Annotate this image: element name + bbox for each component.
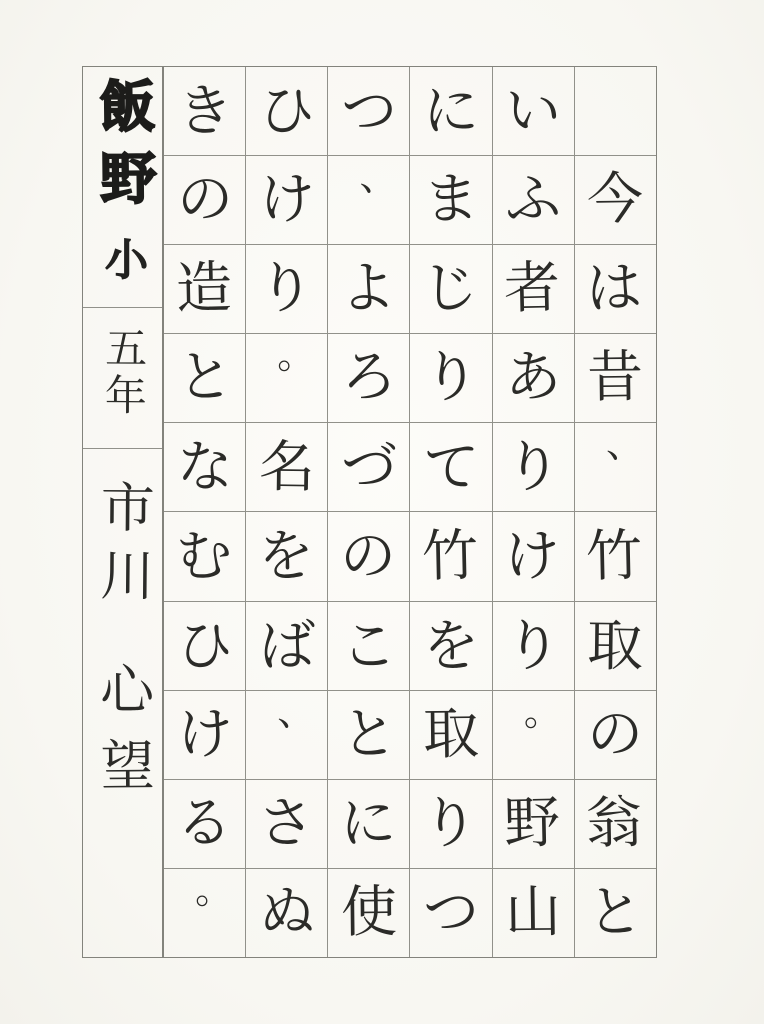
handwritten-character: 竹 (585, 522, 644, 590)
handwritten-punctuation: 。 (277, 333, 316, 378)
text-column-5 (245, 67, 327, 957)
grid-cell (164, 511, 245, 600)
handwritten-character: 造 (174, 255, 233, 322)
grid-cell (410, 690, 491, 779)
grid-cell (575, 244, 656, 333)
grid-cell (493, 868, 574, 957)
grid-cell (164, 868, 245, 957)
grid-cell (328, 690, 409, 779)
grid-cell (246, 422, 327, 511)
grid-cell (493, 67, 574, 155)
handwritten-character: ま (422, 166, 480, 233)
grid-cell (575, 868, 656, 957)
grid-cell (575, 511, 656, 600)
handwritten-character: 翁 (585, 790, 644, 857)
grid-cell (328, 868, 409, 957)
grid-cell (246, 601, 327, 690)
writer-name-column (82, 66, 163, 958)
grid-cell (410, 422, 491, 511)
handwritten-character: ふ (504, 166, 562, 233)
grid-cell (164, 422, 245, 511)
grid-cell (493, 155, 574, 244)
text-column-3 (409, 67, 491, 957)
handwritten-character: 今 (587, 166, 644, 233)
grid-cell (164, 155, 245, 244)
handwritten-character: よ (339, 255, 397, 322)
handwritten-character: り (504, 613, 562, 679)
manuscript-sheet (82, 66, 657, 958)
grid-cell (410, 601, 491, 690)
handwritten-character: 名 (258, 435, 316, 501)
grid-cell (493, 333, 574, 422)
grid-cell (575, 422, 656, 511)
handwritten-character: づ (340, 435, 398, 501)
handwritten-character: 昔 (587, 344, 644, 411)
grid-cell (410, 67, 491, 155)
grid-cell (410, 155, 491, 244)
grid-cell (493, 422, 574, 511)
handwritten-character: じ (421, 255, 479, 322)
handwritten-character: り (504, 435, 562, 501)
handwritten-character: と (340, 701, 398, 768)
handwritten-character: に (422, 78, 480, 145)
handwritten-punctuation: 、 (277, 689, 316, 734)
grid-cell (328, 333, 409, 422)
grid-cell (246, 779, 327, 868)
handwritten-character: 者 (503, 255, 561, 322)
grid-cell (328, 511, 409, 600)
grid-cell-empty (575, 67, 656, 155)
handwritten-character: け (176, 701, 233, 768)
handwritten-character: を (257, 522, 315, 590)
text-column-1 (574, 67, 656, 957)
grid-cell (328, 67, 409, 155)
name-cell-writer (83, 448, 162, 957)
handwritten-character: て (422, 435, 480, 501)
grid-cell (164, 601, 245, 690)
grid-cell (246, 868, 327, 957)
grid-cell (246, 690, 327, 779)
handwritten-punctuation: 。 (523, 689, 562, 734)
handwritten-character: き (176, 78, 233, 145)
grid-cell (493, 244, 574, 333)
grid-cell (493, 690, 574, 779)
grid-cell (575, 601, 656, 690)
name-cell-grade (83, 307, 162, 448)
handwritten-punctuation: 、 (359, 155, 398, 200)
school-name-text: 飯野 (89, 76, 157, 222)
handwritten-character: の (339, 522, 397, 590)
school-level-text: 小 (98, 237, 148, 280)
handwritten-character: ぬ (258, 879, 316, 946)
grid-cell (328, 155, 409, 244)
handwritten-character: あ (504, 344, 562, 411)
handwritten-character: 使 (340, 879, 398, 946)
handwritten-character: の (587, 701, 644, 768)
handwritten-character: ひ (258, 78, 316, 145)
grid-cell (164, 690, 245, 779)
handwritten-character: つ (422, 879, 480, 946)
grid-cell (575, 333, 656, 422)
handwritten-character: 野 (503, 790, 561, 857)
grid-cell (410, 779, 491, 868)
manuscript-grid (163, 66, 657, 958)
grid-cell (328, 422, 409, 511)
grid-cell (328, 779, 409, 868)
handwritten-punctuation: 。 (195, 867, 234, 912)
grid-cell (164, 67, 245, 155)
grid-cell (164, 333, 245, 422)
text-column-4 (327, 67, 409, 957)
grid-cell (328, 244, 409, 333)
grid-cell (410, 333, 491, 422)
grid-cell (575, 779, 656, 868)
grid-cell (410, 244, 491, 333)
handwritten-character: け (503, 522, 561, 590)
handwritten-character: り (257, 255, 315, 322)
grid-cell (246, 333, 327, 422)
handwritten-character: つ (340, 78, 398, 145)
handwritten-character: さ (257, 790, 315, 857)
grid-cell (328, 601, 409, 690)
grid-cell (410, 868, 491, 957)
grid-cell (164, 244, 245, 333)
handwritten-character: け (258, 166, 316, 233)
handwritten-character: る (174, 790, 233, 857)
grid-cell (493, 601, 574, 690)
handwritten-character: 取 (422, 701, 480, 768)
surname-text: 市川 (90, 478, 156, 616)
handwritten-character: ひ (176, 613, 233, 679)
handwritten-character: り (422, 344, 480, 411)
grid-cell (246, 155, 327, 244)
handwritten-character: 山 (504, 879, 562, 946)
grid-cell (493, 511, 574, 600)
handwritten-character: 取 (586, 613, 644, 679)
grid-cell (246, 244, 327, 333)
grid-cell (410, 511, 491, 600)
handwritten-character: い (504, 78, 562, 145)
handwritten-character: こ (340, 613, 398, 679)
grade-text: 五年 (98, 325, 148, 421)
handwritten-punctuation: 、 (605, 422, 644, 467)
handwritten-character: む (174, 522, 233, 590)
handwritten-character: 竹 (421, 522, 479, 590)
handwritten-character: な (176, 435, 233, 501)
handwritten-character: と (587, 879, 644, 946)
handwritten-character: ば (258, 613, 316, 679)
text-column-2 (492, 67, 574, 957)
given-name-text: 心望 (90, 660, 156, 814)
text-column-6 (164, 67, 245, 957)
handwritten-character: を (422, 613, 480, 679)
handwritten-character: に (339, 790, 397, 857)
grid-cell (164, 779, 245, 868)
handwritten-character: ろ (340, 344, 398, 411)
grid-cell (493, 779, 574, 868)
handwritten-character: り (421, 790, 479, 857)
grid-cell (575, 155, 656, 244)
handwritten-character: の (176, 166, 233, 233)
handwritten-character: と (176, 344, 233, 411)
handwritten-character: は (585, 255, 644, 322)
grid-cell (246, 67, 327, 155)
name-cell-school (83, 67, 162, 307)
grid-cell (575, 690, 656, 779)
grid-cell (246, 511, 327, 600)
